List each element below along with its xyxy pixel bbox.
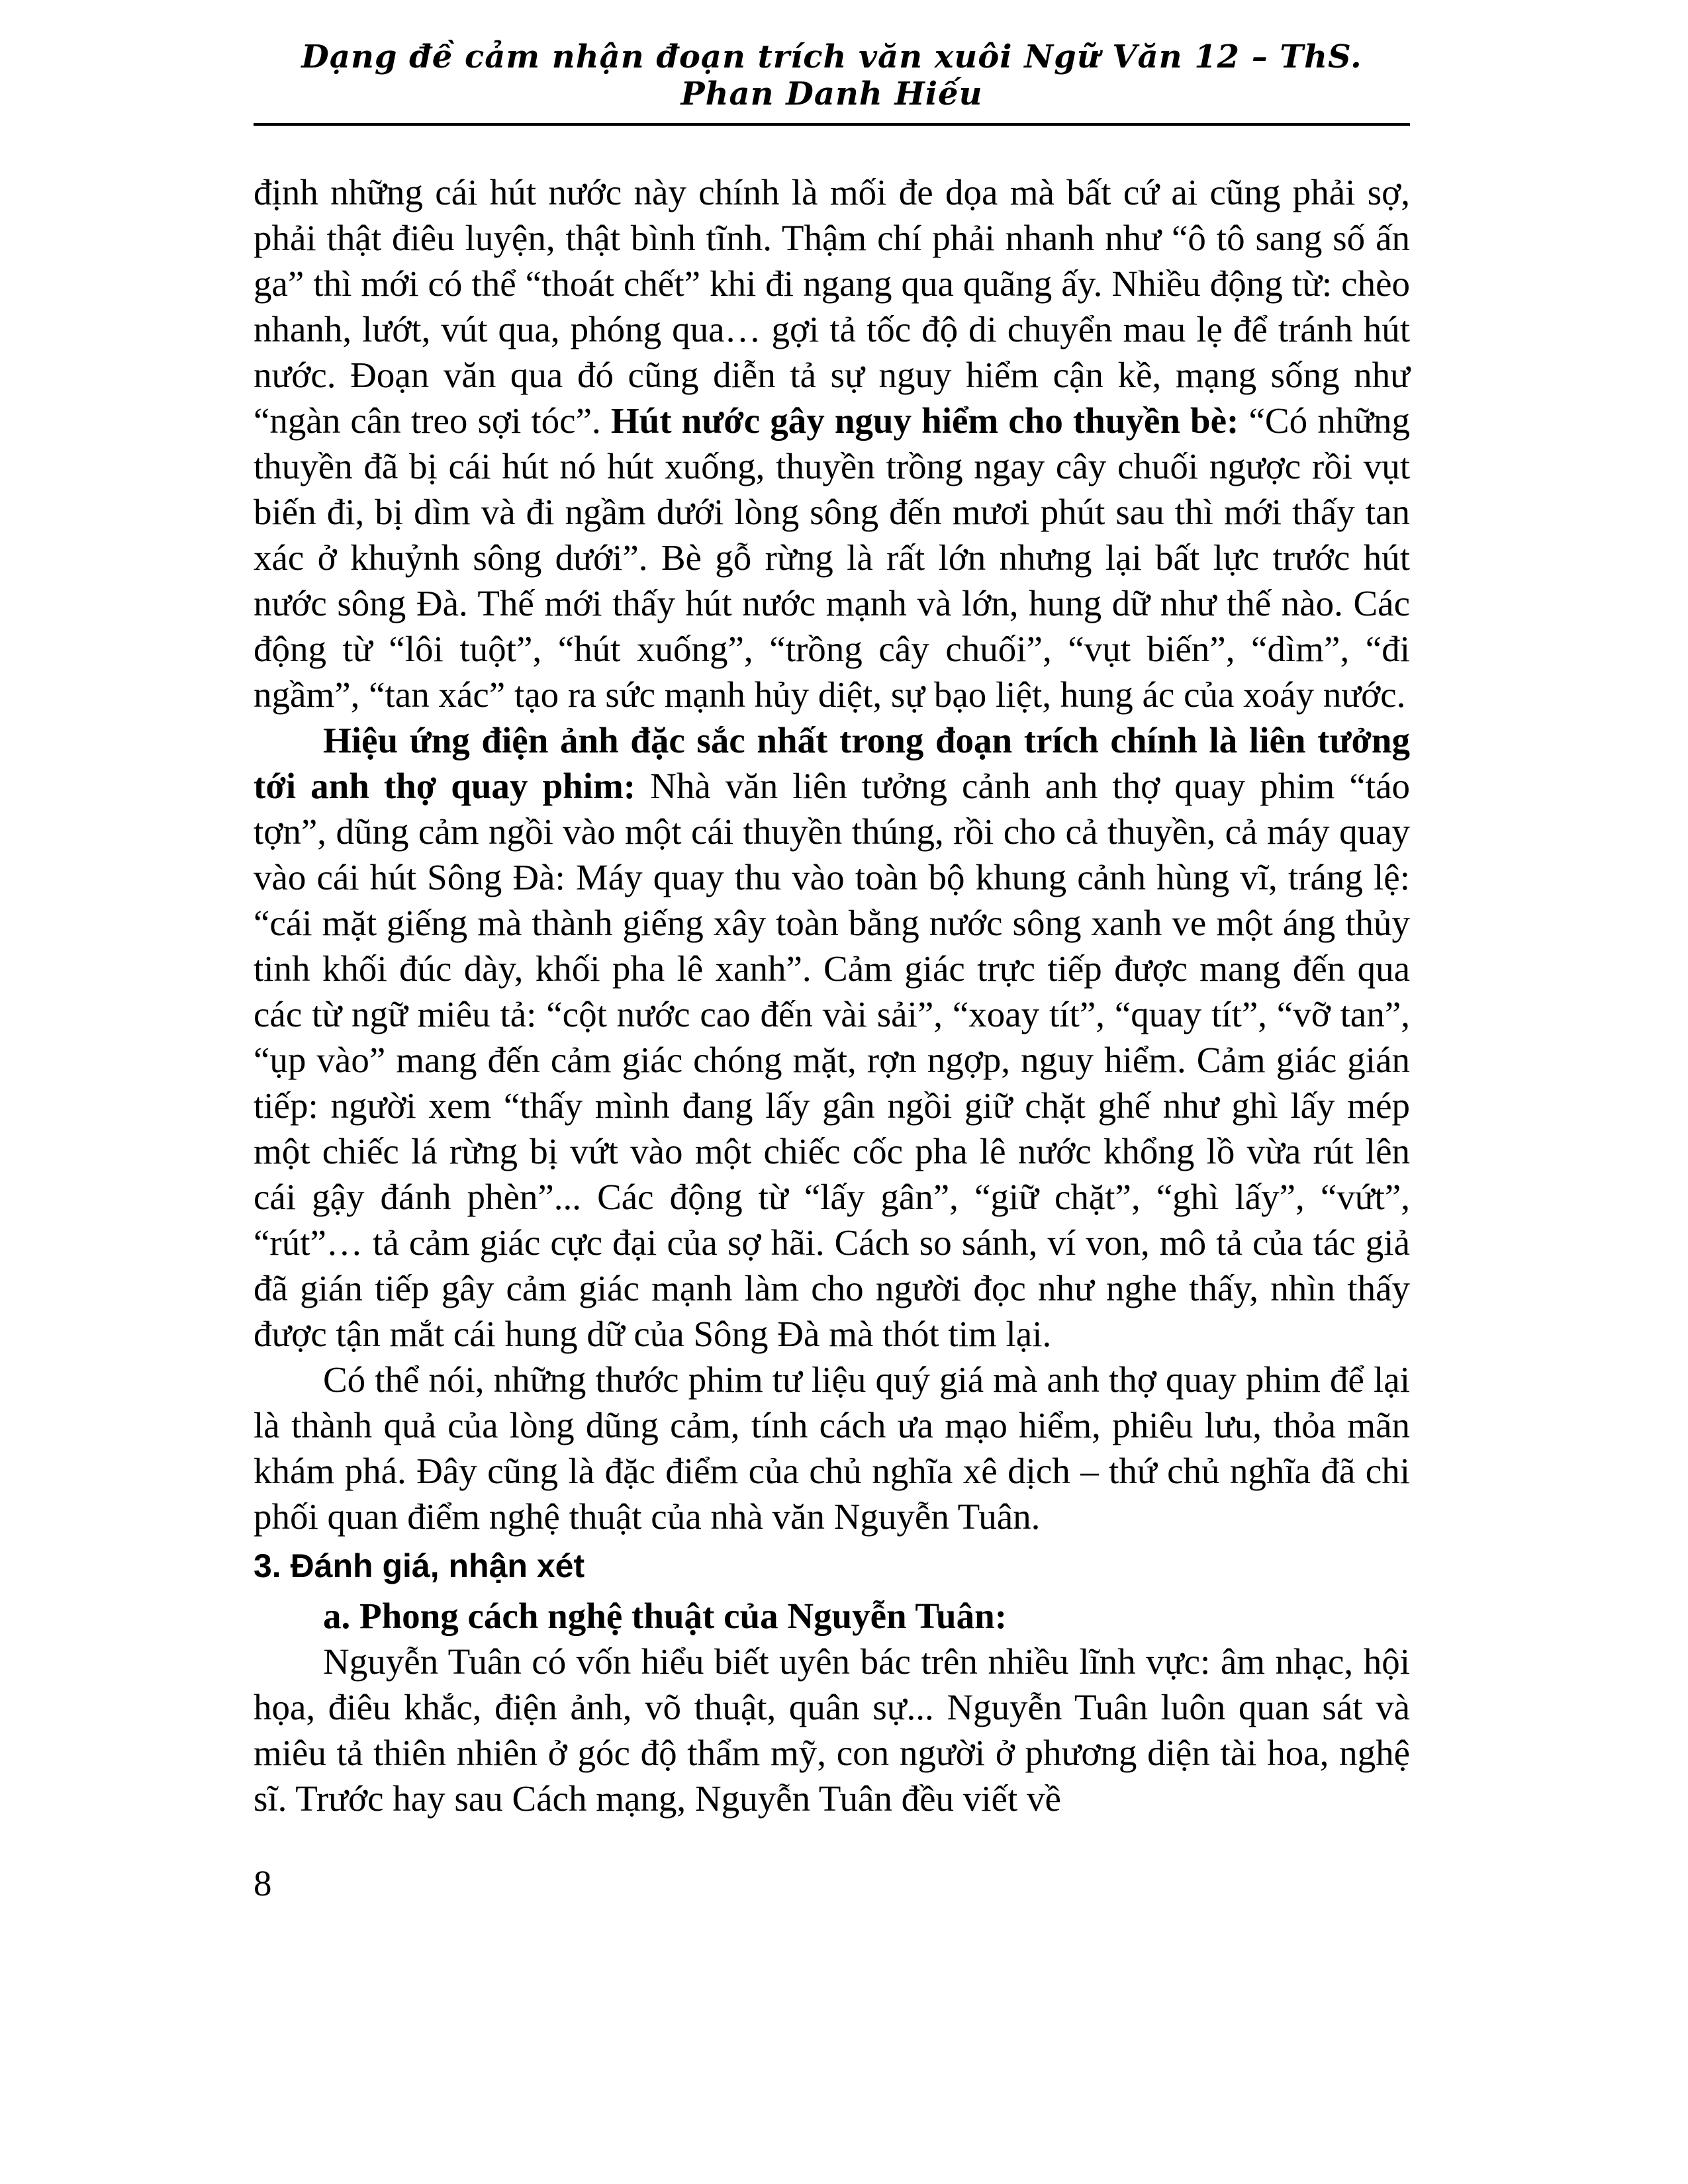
text-run: “Có những thuyền đã bị cái hút nó hút xuống, thuyền trồng ngay cây chuối ngược rồi vụt biến đi, bị dìm và đi ngầm dưới lòng sông đến mươi phút sau thì mới thấy tan xác ở khuỷnh sông dưới”. Bè gỗ rừng là rất lớn nhưng lại bất lực trước hút nước sông Đà. Thế mới thấy hút nước mạnh và lớn, hung dữ như thế nào. Các động từ “lôi tuột”, “hút xuống”, “trồng cây chuối”, “vụt biến”, “dìm”, “đi ngầm”, “tan xác” tạo ra sức mạnh hủy diệt, sự bạo liệt, hung ác của xoáy nước. [254, 400, 1411, 715]
subsection-heading: a. Phong cách nghệ thuật của Nguyễn Tuân: [323, 1596, 1008, 1636]
paragraph [254, 1639, 1410, 1821]
paragraph [254, 717, 1410, 1357]
text-run: định những cái hút nước này chính là mối đe dọa mà bất cứ ai cũng phải sợ, phải thật điêu luyện, thật bình tĩnh. Thậm chí phải nhanh như “ô tô sang số ấn ga” thì mới có thể “thoát chết” khi đi ngang qua quãng ấy. Nhiều động từ: chèo nhanh, lướt, vút qua, phóng qua… gợi tả tốc độ di chuyển mau lẹ để tránh hút nước. Đoạn văn qua đó cũng diễn tả sự nguy hiểm cận kề, mạng sống như “ngàn cân treo sợi tóc”. [254, 172, 1410, 441]
text-run: Có thể nói, những thước phim tư liệu quý giá mà anh thợ quay phim để lại là thành quả của lòng dũng cảm, tính cách ưa mạo hiểm, phiêu lưu, thỏa mãn khám phá. Đây cũng là đặc điểm của chủ nghĩa xê dịch – thứ chủ nghĩa đã chi phối quan điểm nghệ thuật của nhà văn Nguyễn Tuân. [254, 1359, 1410, 1537]
bold-text-run: Hiệu ứng điện ảnh đặc sắc nhất trong đoạn trích chính là liên tưởng tới anh thợ quay phim: [254, 720, 1410, 806]
document-body [254, 169, 1410, 1821]
page-number: 8 [254, 1863, 272, 1903]
text-run: Nguyễn Tuân có vốn hiểu biết uyên bác trên nhiều lĩnh vực: âm nhạc, hội họa, điêu khắc, điện ảnh, võ thuật, quân sự... Nguyễn Tuân luôn quan sát và miêu tả thiên nhiên ở góc độ thẩm mỹ, con người ở phương diện tài hoa, nghệ sĩ. Trước hay sau Cách mạng, Nguyễn Tuân đều viết về [254, 1641, 1410, 1819]
paragraph [254, 169, 1410, 717]
paragraph [254, 1357, 1410, 1539]
bold-text-run: Hút nước gây nguy hiểm cho thuyền bè: [610, 400, 1249, 441]
text-run: Nhà văn liên tưởng cảnh anh thợ quay phim “táo tợn”, dũng cảm ngồi vào một cái thuyền thúng, rồi cho cả thuyền, cả máy quay vào cái hút Sông Đà: Máy quay thu vào toàn bộ khung cảnh hùng vĩ, tráng lệ: “cái mặt giếng mà thành giếng xây toàn bằng nước sông xanh ve một áng thủy tinh khối đúc dày, khối pha lê xanh”. Cảm giác trực tiếp được mang đến qua các từ ngữ miêu tả: “cột nước cao đến vài sải”, “xoay tít”, “quay tít”, “vỡ tan”, “ụp vào” mang đến cảm giác chóng mặt, rợn ngợp, nguy hiểm. Cảm giác gián tiếp: người xem “thấy mình đang lấy gân ngồi giữ chặt ghế như ghì lấy mép một chiếc lá rừng bị vứt vào một chiếc cốc pha lê nước khổng lồ vừa rút lên cái gậy đánh phèn”... Các động từ “lấy gân”, “giữ chặt”, “ghì lấy”, “vứt”, “rút”… tả cảm giác cực đại của sợ hãi. Cách so sánh, ví von, mô tả của tác giả đã gián tiếp gây cảm giác mạnh làm cho người đọc như nghe thấy, nhìn thấy được tận mắt cái hung dữ của Sông Đà mà thót tim lại. [254, 766, 1410, 1354]
page-header: Dạng đề cảm nhận đoạn trích văn xuôi Ngữ Văn 12 – ThS. Phan Danh Hiếu [254, 38, 1410, 126]
section-heading: 3. Đánh giá, nhận xét [254, 1547, 585, 1584]
